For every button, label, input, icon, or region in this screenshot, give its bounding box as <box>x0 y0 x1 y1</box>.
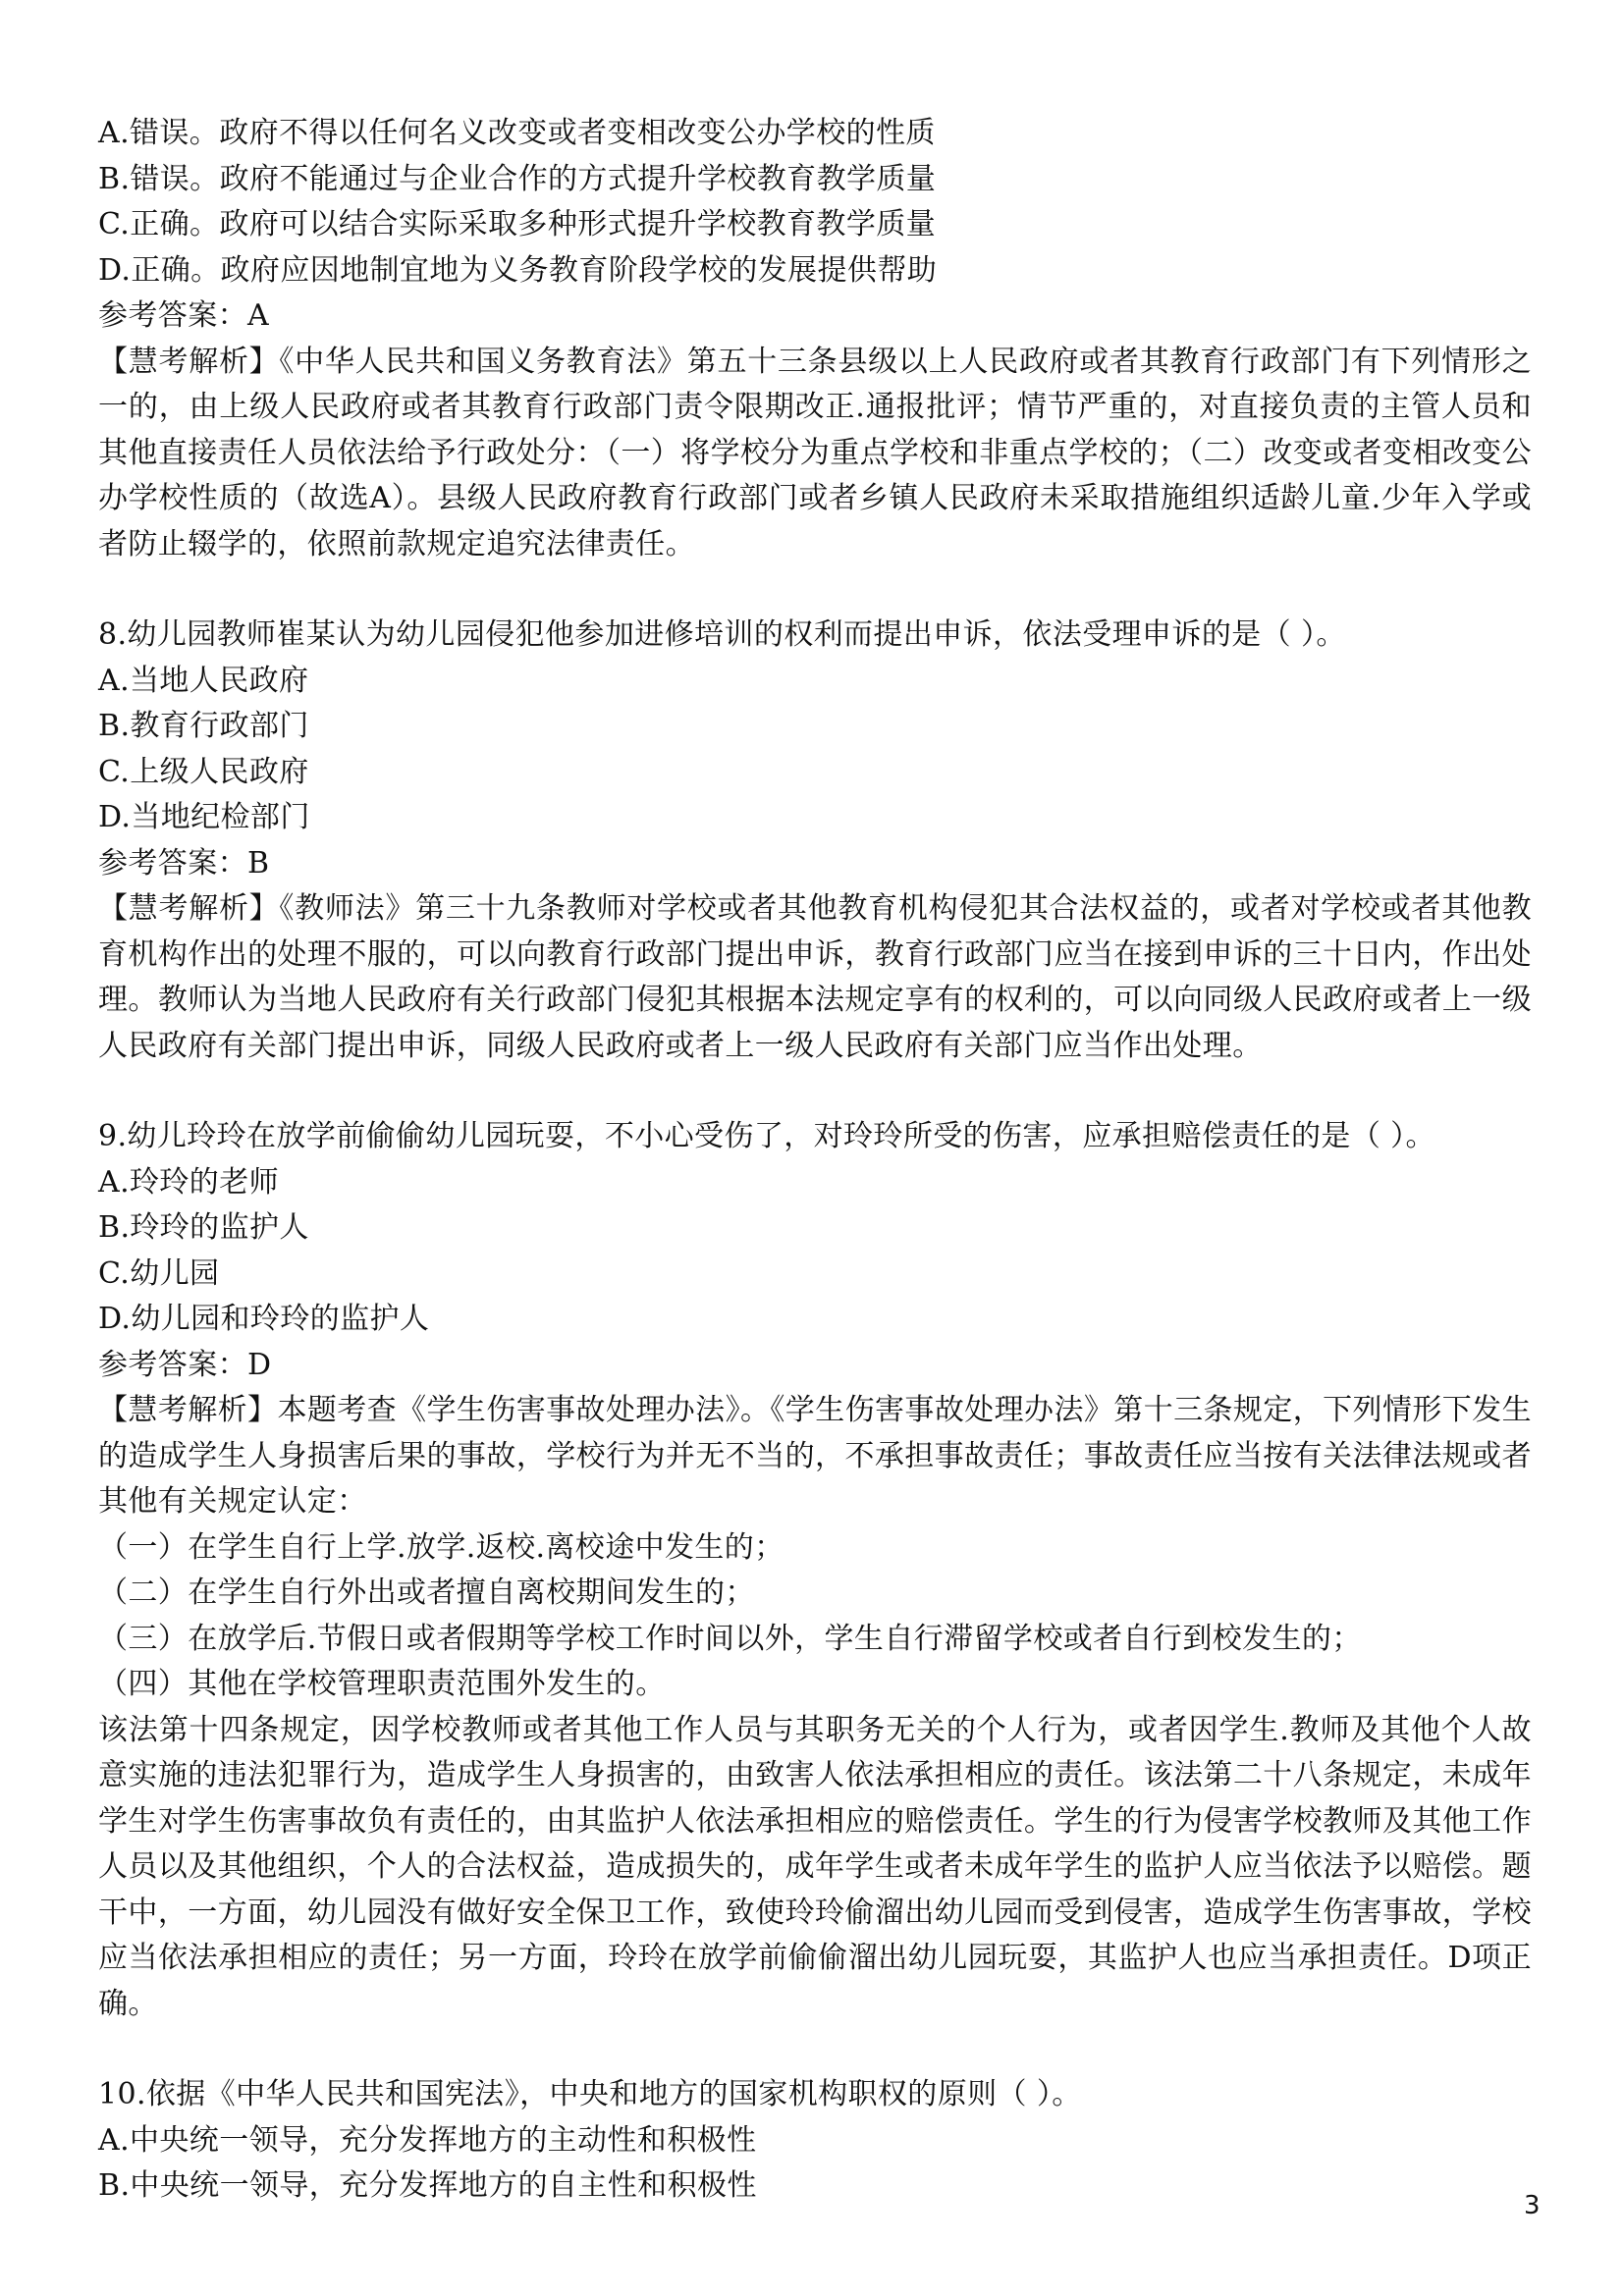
q7-analysis: 【慧考解析】《中华人民共和国义务教育法》第五十三条县级以上人民政府或者其教育行政部门有下列情形之一的，由上级人民政府或者其教育行政部门责令限期改正.通报批评；情节严重的，对直接负责的主管人员和其他直接责任人员依法给予行政处分：（一）将学校分为重点学校和非重点学校的；（二）改变或者变相改变公办学校性质的（故选A）。县级人民政府教育行政部门或者乡镇人民政府未采取措施组织适龄儿童.少年入学或者防止辍学的，依照前款规定追究法律责任。 <box>98 344 1532 561</box>
q7-option-a: A.错误。政府不得以任何名义改变或者变相改变公办学校的性质 <box>98 116 936 150</box>
question-9-block <box>98 1114 1532 2027</box>
q8-option-d: D.当地纪检部门 <box>98 800 310 834</box>
question-8-block <box>98 613 1532 1069</box>
page-content <box>98 111 1532 2210</box>
q8-question: 8.幼儿园教师崔某认为幼儿园侵犯他参加进修培训的权利而提出申诉，依法受理申诉的是（ ）。 <box>98 617 1346 652</box>
q9-option-d: D.幼儿园和玲玲的监护人 <box>98 1302 430 1336</box>
q9-item-4: （四）其他在学校管理职责范围外发生的。 <box>98 1667 666 1701</box>
q9-item-3: （三）在放学后.节假日或者假期等学校工作时间以外，学生自行滞留学校或者自行到校发生的； <box>98 1621 1362 1656</box>
q8-analysis: 【慧考解析】《教师法》第三十九条教师对学校或者其他教育机构侵犯其合法权益的，或者对学校或者其他教育机构作出的处理不服的，可以向教育行政部门提出申诉，教育行政部门应当在接到申诉的三十日内，作出处理。教师认为当地人民政府有关行政部门侵犯其根据本法规定享有的权利的，可以向同级人民政府或者上一级人民政府有关部门提出申诉，同级人民政府或者上一级人民政府有关部门应当作出处理。 <box>98 891 1532 1063</box>
q9-option-a: A.玲玲的老师 <box>98 1164 280 1200</box>
q8-option-c: C.上级人民政府 <box>98 754 309 789</box>
q9-item-2: （二）在学生自行外出或者擅自离校期间发生的； <box>98 1575 755 1610</box>
q8-option-a: A.当地人民政府 <box>98 663 309 698</box>
q9-analysis: 【慧考解析】本题考查《学生伤害事故处理办法》。《学生伤害事故处理办法》第十三条规定，下列情形下发生的造成学生人身损害后果的事故，学校行为并无不当的，不承担事故责任；事故责任应当按有关法律法规或者其他有关规定认定： <box>98 1393 1532 1519</box>
q9-option-c: C.幼儿园 <box>98 1255 220 1291</box>
q9-analysis-continued: 该法第十四条规定，因学校教师或者其他工作人员与其职务无关的个人行为，或者因学生.教师及其他个人故意实施的违法犯罪行为，造成学生人身损害的，由致害人依法承担相应的责任。该法第二十八条规定，未成年学生对学生伤害事故负有责任的，由其监护人依法承担相应的赔偿责任。学生的行为侵害学校教师及其他工作人员以及其他组织，个人的合法权益，造成损失的，成年学生或者未成年学生的监护人应当依法予以赔偿。题干中，一方面，幼儿园没有做好安全保卫工作，致使玲玲偷溜出幼儿园而受到侵害，造成学生伤害事故，学校应当依法承担相应的责任；另一方面，玲玲在放学前偷偷溜出幼儿园玩耍，其监护人也应当承担责任。D项正确。 <box>98 1712 1532 2021</box>
q9-item-1: （一）在学生自行上学.放学.返校.离校途中发生的； <box>98 1529 784 1565</box>
q8-option-b: B.教育行政部门 <box>98 709 309 743</box>
q7-option-c: C.正确。政府可以结合实际采取多种形式提升学校教育教学质量 <box>98 207 937 241</box>
q7-option-d: D.正确。政府应因地制宜地为义务教育阶段学校的发展提供帮助 <box>98 252 938 288</box>
q10-question: 10.依据《中华人民共和国宪法》，中央和地方的国家机构职权的原则（ ）。 <box>98 2077 1082 2111</box>
question-10-block <box>98 2072 1532 2210</box>
q8-answer: 参考答案：B <box>98 845 270 881</box>
q7-answer: 参考答案：A <box>98 298 270 333</box>
question-7-block <box>98 111 1532 567</box>
q7-option-b: B.错误。政府不能通过与企业合作的方式提升学校教育教学质量 <box>98 161 937 196</box>
q9-answer: 参考答案：D <box>98 1347 272 1382</box>
q9-option-b: B.玲玲的监护人 <box>98 1210 309 1245</box>
q10-option-b: B.中央统一领导，充分发挥地方的自主性和积极性 <box>98 2168 757 2203</box>
q9-question: 9.幼儿玲玲在放学前偷偷幼儿园玩耍，不小心受伤了，对玲玲所受的伤害，应承担赔偿责任的是（ ）。 <box>98 1119 1435 1153</box>
q10-option-a: A.中央统一领导，充分发挥地方的主动性和积极性 <box>98 2122 757 2158</box>
page-number: 3 <box>1524 2191 1541 2220</box>
